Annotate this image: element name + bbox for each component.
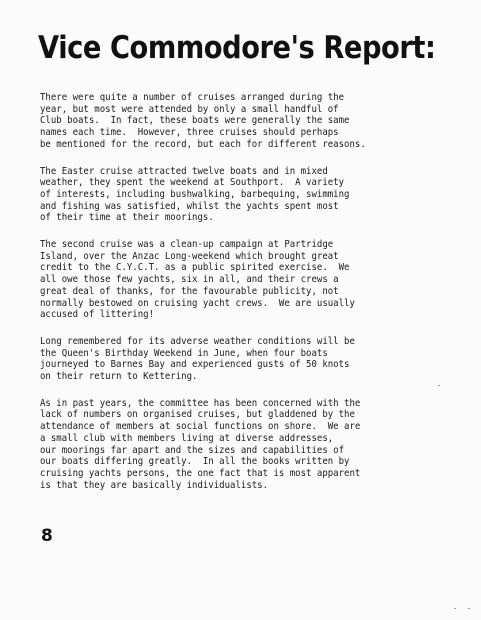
text-line: be mentioned for the record, but each for different reasons.	[40, 138, 366, 150]
scan-speck	[454, 608, 456, 609]
page-number: 8	[41, 526, 53, 546]
text-line: There were quite a number of cruises arranged during the	[40, 92, 345, 103]
text-line: journeyed to Barnes Bay and experienced gusts of 50 knots	[40, 359, 350, 371]
text-line: is that they are basically individualists.	[40, 479, 269, 491]
text-line: a small club with members living at diverse addresses,	[40, 432, 334, 444]
paragraph	[40, 92, 460, 151]
text-line: normally bestowed on cruising yacht crews. We are usually	[40, 297, 355, 309]
text-line: and fishing was satisfied, whilst the yachts spent most	[40, 200, 339, 212]
scan-speck	[438, 385, 440, 386]
text-line: The Easter cruise attracted twelve boats and in mixed	[40, 165, 328, 177]
text-line: our moorings far apart and the sizes and capabilities of	[40, 444, 345, 456]
text-line: Long remembered for its adverse weather conditions will be	[40, 335, 355, 347]
scan-speck	[468, 608, 470, 609]
page-title: Vice Commodore's Report:	[38, 30, 436, 66]
text-line: The second cruise was a clean-up campaign at Partridge	[40, 239, 334, 251]
text-line: Club boats. In fact, these boats were generally the same	[40, 115, 350, 127]
text-line: weather, they spent the weekend at Southport. A variety	[40, 177, 345, 189]
text-line: year, but most were attended by only a small handful of	[40, 103, 339, 115]
report-body	[40, 92, 460, 506]
text-line: attendance of members at social functions on shore. We are	[40, 421, 361, 433]
text-line: cruising yachts persons, the one fact that is most apparent	[40, 467, 361, 479]
text-line: Island, over the Anzac Long-weekend which brought great	[40, 250, 339, 262]
text-line: great deal of thanks, for the favourable publicity, not	[40, 285, 339, 297]
text-line: all owe those few yachts, six in all, and their crews a	[40, 274, 339, 286]
text-line: of their time at their moorings.	[40, 212, 214, 224]
text-line: credit to the C.Y.C.T. as a public spirited exercise. We	[40, 262, 350, 274]
text-line: accused of littering!	[40, 309, 155, 321]
paragraph	[40, 239, 460, 321]
text-line: lack of numbers on organised cruises, but gladdened by the	[40, 409, 355, 421]
paragraph	[40, 166, 460, 225]
text-line: names each time. However, three cruises should perhaps	[40, 127, 339, 139]
text-line: on their return to Kettering.	[40, 371, 198, 383]
paragraph	[40, 398, 460, 492]
text-line: As in past years, the committee has been concerned with the	[40, 397, 361, 409]
text-line: of interests, including bushwalking, barbequing, swimming	[40, 188, 350, 200]
text-line: our boats differing greatly. In all the books written by	[40, 456, 350, 468]
text-line: the Queen's Birthday Weekend in June, when four boats	[40, 347, 328, 359]
paragraph	[40, 336, 460, 383]
